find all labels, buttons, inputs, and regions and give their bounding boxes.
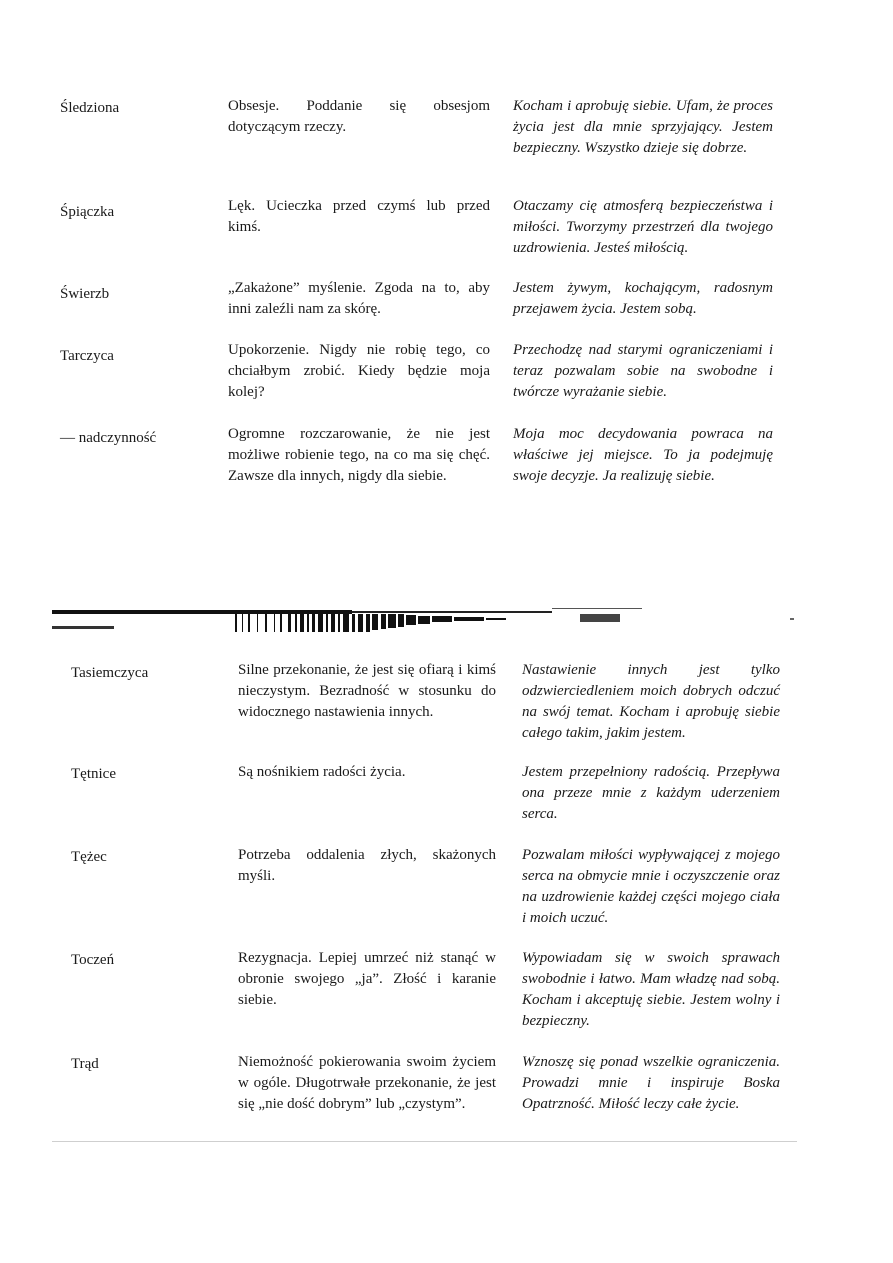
- entry-affirmation: Wypowiadam się w swoich sprawach swobodnie i łatwo. Mam władzę nad sobą. Kocham i akceptuję siebie. Jestem wolny i bezpieczny.: [522, 950, 780, 1029]
- entry-term: Śpiączka: [60, 204, 115, 220]
- entry-term: Trąd: [71, 1056, 99, 1072]
- entry-affirmation: Wznoszę się ponad wszelkie ograniczenia. Prowadzi mnie i inspiruje Boska Opatrzność. Miłość leczy całe życie.: [522, 1054, 780, 1112]
- entry-cause: Obsesje. Poddanie się obsesjom dotyczącym rzeczy.: [228, 98, 490, 135]
- entry-term: Tasiemczyca: [71, 665, 149, 681]
- entry-affirmation: Moja moc decydowania powraca na właściwe jej miejsce. To ja podejmuję swoje decyzje. Ja realizuję siebie.: [513, 426, 773, 484]
- entry-cause: Upokorzenie. Nigdy nie robię tego, co chciałbym zrobić. Kiedy będzie moja kolej?: [228, 342, 490, 400]
- entry-term: Świerzb: [60, 286, 110, 302]
- entry-term: Tężec: [71, 849, 107, 865]
- entry-term: — nadczynność: [60, 430, 157, 446]
- bottom-rule: [52, 1141, 797, 1142]
- entry-cause: Silne przekonanie, że jest się ofiarą i kimś nieczystym. Bezradność w stosunku do widocznego nastawienia innych.: [238, 662, 496, 720]
- entry-affirmation: Pozwalam miłości wypływającej z mojego serca na obmycie mnie i oczyszczenie oraz na uzdrowienie każdej części mojego ciała i moich uczuć.: [522, 847, 780, 926]
- entry-affirmation: Otaczamy cię atmosferą bezpieczeństwa i miłości. Tworzymy przestrzeń dla twojego uzdrowienia. Jesteś miłością.: [513, 198, 773, 256]
- entry-cause: Lęk. Ucieczka przed czymś lub przed kimś.: [228, 198, 490, 235]
- entry-affirmation: Jestem przepełniony radością. Przepływa ona przeze mnie z każdym uderzeniem serca.: [522, 764, 780, 822]
- entry-term: Śledziona: [60, 100, 120, 116]
- entry-cause: Potrzeba oddalenia złych, skażonych myśli.: [238, 847, 496, 884]
- entry-cause: Niemożność pokierowania swoim życiem w ogóle. Długotrwałe przekonanie, że jest się „nie dość dobrym” lub „czystym”.: [238, 1054, 496, 1112]
- entry-affirmation: Jestem żywym, kochającym, radosnym przejawem życia. Jestem sobą.: [513, 280, 773, 317]
- entry-cause: Ogromne rozczarowanie, że nie jest możliwe robienie tego, na co ma się chęć. Zawsze dla innych, nigdy dla siebie.: [228, 426, 490, 484]
- entry-term: Toczeń: [71, 952, 115, 968]
- entry-affirmation: Kocham i aprobuję siebie. Ufam, że proces życia jest dla mnie sprzyjający. Jestem bezpieczny. Wszystko dzieje się dobrze.: [513, 98, 773, 156]
- entry-affirmation: Przechodzę nad starymi ograniczeniami i teraz pozwalam sobie na swobodne i twórcze wyrażanie siebie.: [513, 342, 773, 400]
- scan-artifact-strip: [52, 604, 797, 634]
- entry-term: Tętnice: [71, 766, 116, 782]
- entry-cause: Są nośnikiem radości życia.: [238, 764, 406, 780]
- entry-affirmation: Nastawienie innych jest tylko odzwierciedleniem moich dobrych odczuć na swój temat. Kocham i aprobuję siebie całego takim, jakim jestem.: [522, 662, 780, 741]
- entry-term: Tarczyca: [60, 348, 114, 364]
- entry-cause: „Zakażone” myślenie. Zgoda na to, aby inni zaleźli nam za skórę.: [228, 280, 490, 317]
- entry-cause: Rezygnacja. Lepiej umrzeć niż stanąć w obronie swojego „ja”. Złość i karanie siebie.: [238, 950, 496, 1008]
